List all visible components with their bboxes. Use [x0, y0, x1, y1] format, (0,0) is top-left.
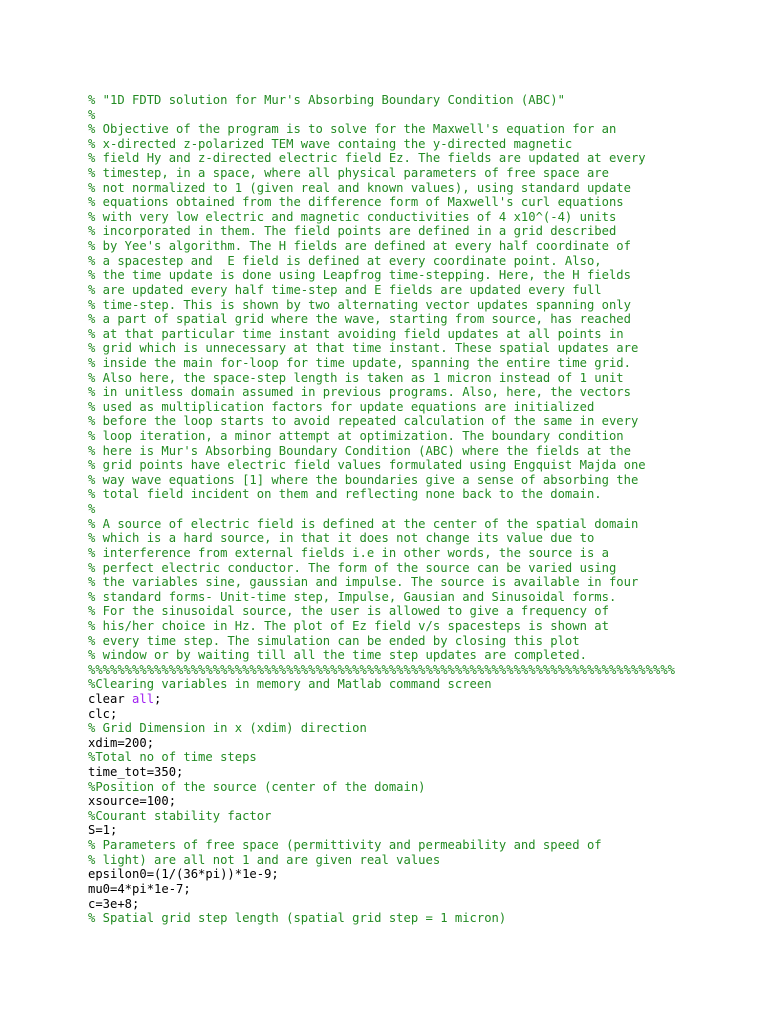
- code-text: ;: [154, 691, 162, 706]
- comment-line: %Courant stability factor: [88, 808, 272, 823]
- code-line: mu0=4*pi*1e-7;: [88, 881, 191, 896]
- comment-line: %%%%%%%%%%%%%%%%%%%%%%%%%%%%%%%%%%%%%%%%%%%%%%%%%%%%%%%%%%%%%%%%%%%%%%%%%%%%%%%%: [88, 662, 675, 677]
- comment-line: %Position of the source (center of the domain): [88, 779, 426, 794]
- comment-line: % Also here, the space-step length is taken as 1 micron instead of 1 unit: [88, 370, 624, 385]
- comment-line: % window or by waiting till all the time step updates are completed.: [88, 648, 587, 663]
- comment-line: % Spatial grid step length (spatial grid step = 1 micron): [88, 911, 507, 926]
- comment-line: % way wave equations [1] where the boundaries give a sense of absorbing the: [88, 472, 639, 487]
- code-line: epsilon0=(1/(36*pi))*1e-9;: [88, 867, 279, 882]
- comment-line: % Objective of the program is to solve for the Maxwell's equation for an: [88, 122, 617, 137]
- comment-line: % are updated every half time-step and E fields are updated every full: [88, 282, 602, 297]
- comment-line: % interference from external fields i.e in other words, the source is a: [88, 545, 609, 560]
- code-line: [88, 692, 760, 707]
- comment-line: % inside the main for-loop for time update, spanning the entire time grid.: [88, 355, 631, 370]
- code-listing: [88, 93, 760, 926]
- comment-line: % light) are all not 1 and are given real values: [88, 852, 441, 867]
- comment-line: % incorporated in them. The field points are defined in a grid described: [88, 224, 617, 239]
- comment-line: % every time step. The simulation can be ended by closing this plot: [88, 633, 580, 648]
- code-line: clc;: [88, 706, 118, 721]
- code-line: xsource=100;: [88, 794, 177, 809]
- comment-line: % a part of spatial grid where the wave, starting from source, has reached: [88, 312, 631, 327]
- comment-line: % by Yee's algorithm. The H fields are defined at every half coordinate of: [88, 239, 631, 254]
- comment-line: %Clearing variables in memory and Matlab command screen: [88, 677, 492, 692]
- comment-line: % the variables sine, gaussian and impulse. The source is available in four: [88, 575, 639, 590]
- comment-line: % time-step. This is shown by two alternating vector updates spanning only: [88, 297, 631, 312]
- comment-line: % before the loop starts to avoid repeated calculation of the same in every: [88, 414, 639, 429]
- code-text: clear: [88, 691, 133, 706]
- comment-line: % in unitless domain assumed in previous programs. Also, here, the vectors: [88, 385, 631, 400]
- comment-line: % standard forms- Unit-time step, Impulse, Gausian and Sinusoidal forms.: [88, 589, 617, 604]
- comment-line: % not normalized to 1 (given real and known values), using standard update: [88, 180, 631, 195]
- comment-line: % with very low electric and magnetic conductivities of 4 x10^(-4) units: [88, 209, 617, 224]
- comment-line: % grid points have electric field values formulated using Engquist Majda one: [88, 458, 646, 473]
- comment-line: % here is Mur's Absorbing Boundary Condition (ABC) where the fields at the: [88, 443, 631, 458]
- code-line: time_tot=350;: [88, 765, 184, 780]
- comment-line: %: [88, 502, 96, 517]
- comment-line: % the time update is done using Leapfrog time-stepping. Here, the H fields: [88, 268, 631, 283]
- keyword-text: all: [132, 691, 155, 706]
- comment-line: % A source of electric field is defined at the center of the spatial domain: [88, 516, 639, 531]
- comment-line: % grid which is unnecessary at that time instant. These spatial updates are: [88, 341, 639, 356]
- code-line: xdim=200;: [88, 735, 155, 750]
- comment-line: % a spacestep and E field is defined at every coordinate point. Also,: [88, 253, 602, 268]
- comment-line: % "1D FDTD solution for Mur's Absorbing Boundary Condition (ABC)": [88, 93, 565, 107]
- comment-line: % Parameters of free space (permittivity and permeability and speed of: [88, 838, 602, 853]
- comment-line: % total field incident on them and reflecting none back to the domain.: [88, 487, 602, 502]
- code-line: S=1;: [88, 823, 118, 838]
- comment-line: % Grid Dimension in x (xdim) direction: [88, 721, 367, 736]
- code-line: c=3e+8;: [88, 896, 140, 911]
- comment-line: % at that particular time instant avoiding field updates at all points in: [88, 326, 624, 341]
- comment-line: % used as multiplication factors for update equations are initialized: [88, 399, 595, 414]
- comment-line: % field Hy and z-directed electric field Ez. The fields are updated at every: [88, 151, 646, 166]
- comment-line: %Total no of time steps: [88, 750, 257, 765]
- comment-line: % loop iteration, a minor attempt at optimization. The boundary condition: [88, 429, 624, 444]
- comment-line: % x-directed z-polarized TEM wave containg the y-directed magnetic: [88, 136, 573, 151]
- comment-line: % perfect electric conductor. The form of the source can be varied using: [88, 560, 617, 575]
- comment-line: % timestep, in a space, where all physical parameters of free space are: [88, 166, 609, 181]
- comment-line: % his/her choice in Hz. The plot of Ez field v/s spacesteps is shown at: [88, 618, 609, 633]
- comment-line: % which is a hard source, in that it does not change its value due to: [88, 531, 595, 546]
- comment-line: % equations obtained from the difference form of Maxwell's curl equations: [88, 195, 624, 210]
- comment-line: %: [88, 107, 96, 122]
- comment-line: % For the sinusoidal source, the user is allowed to give a frequency of: [88, 604, 609, 619]
